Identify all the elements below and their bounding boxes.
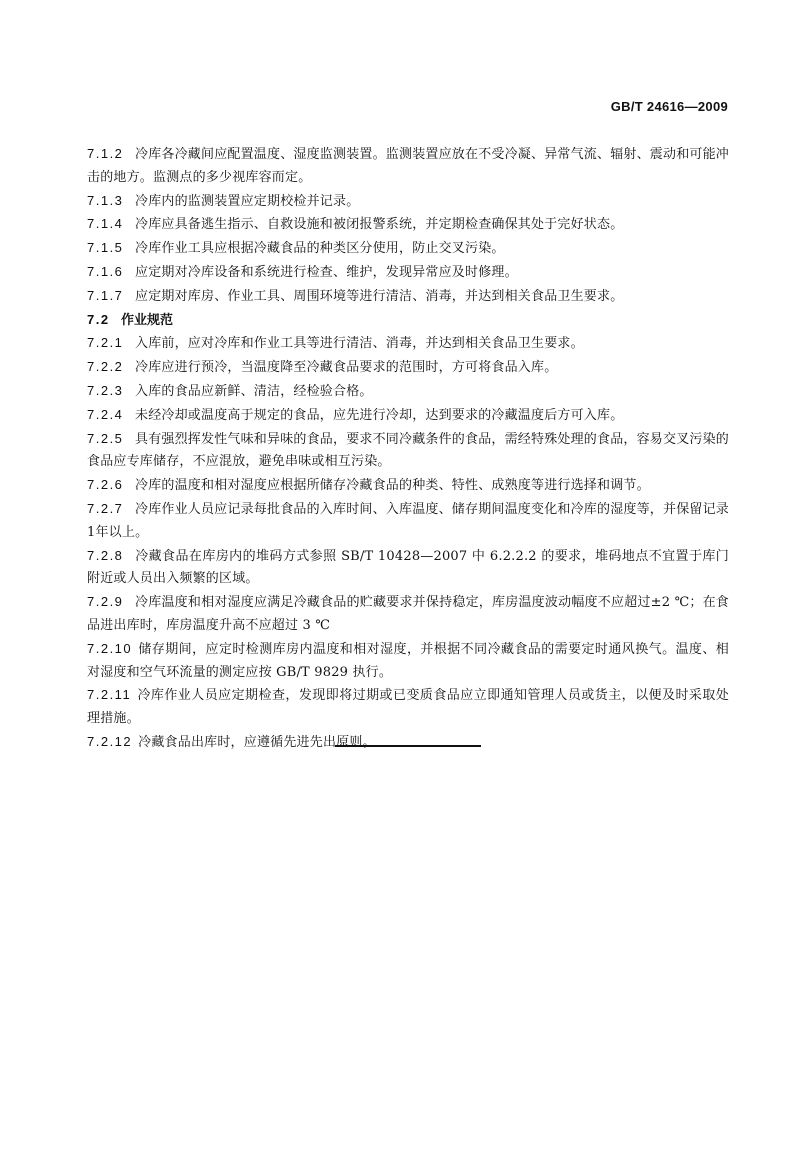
clause-text: 具有强烈挥发性气味和异味的食品，要求不同冷藏条件的食品，需经特殊处理的食品，容易交叉污染的食品应专库储存，不应混放，避免串味或相互污染。 xyxy=(87,431,730,470)
clause-number: 7.2.3 xyxy=(87,382,124,398)
clause-number: 7.1.6 xyxy=(87,263,124,279)
clause-7-2-3 xyxy=(87,380,729,404)
standard-number: GB/T 24616—2009 xyxy=(610,99,728,114)
clause-7-1-6 xyxy=(87,261,729,285)
clause-7-2-7 xyxy=(87,498,729,545)
document-body xyxy=(87,143,729,755)
end-of-document-rule xyxy=(335,745,481,747)
section-number: 7.2 xyxy=(87,311,110,327)
clause-number: 7.2.10 xyxy=(87,640,133,656)
clause-number: 7.2.1 xyxy=(87,335,124,351)
clause-number: 7.2.2 xyxy=(87,359,124,375)
clause-7-2-8 xyxy=(87,545,729,592)
clause-number: 7.1.2 xyxy=(87,146,124,161)
clause-7-1-3 xyxy=(87,190,729,214)
clause-text: 未经冷却或温度高于规定的食品，应先进行冷却，达到要求的冷藏温度后方可入库。 xyxy=(135,407,624,423)
clause-text: 应定期对库房、作业工具、周围环境等进行清洁、消毒，并达到相关食品卫生要求。 xyxy=(135,288,624,304)
clause-7-1-2 xyxy=(87,143,729,190)
clause-number: 7.2.11 xyxy=(87,687,132,703)
clause-number: 7.2.9 xyxy=(87,594,124,610)
clause-number: 7.1.4 xyxy=(87,216,124,232)
clause-number: 7.1.7 xyxy=(87,287,124,303)
clause-text: 储存期间，应定时检测库房内温度和相对湿度，并根据不同冷藏食品的需要定时通风换气。温度、相对湿度和空气环流量的测定应按 GB/T 9829 执行。 xyxy=(87,641,729,680)
clause-number: 7.2.4 xyxy=(87,406,124,422)
clause-text: 冷藏食品在库房内的堆码方式参照 SB/T 10428—2007 中 6.2.2.2 的要求，堆码地点不宜置于库门附近或人员出入频繁的区域。 xyxy=(87,548,729,587)
clause-text: 冷库作业人员应定期检查，发现即将过期或已变质食品应立即通知管理人员或货主，以便及时采取处理措施。 xyxy=(87,688,729,727)
section-title: 作业规范 xyxy=(121,312,174,328)
clause-text: 冷库的温度和相对湿度应根据所储存冷藏食品的种类、特性、成熟度等进行选择和调节。 xyxy=(135,478,650,494)
clause-text: 冷库各冷藏间应配置温度、湿度监测装置。监测装置应放在不受冷凝、异常气流、辐射、震动和可能冲击的地方。监测点的多少视库容而定。 xyxy=(87,147,730,185)
clause-7-2-5 xyxy=(87,428,729,475)
clause-text: 冷库应具备逃生指示、自救设施和被闭报警系统，并定期检查确保其处于完好状态。 xyxy=(135,217,624,233)
clause-7-2-10 xyxy=(87,638,729,685)
clause-text: 冷库应进行预冷，当温度降至冷藏食品要求的范围时，方可将食品入库。 xyxy=(135,360,558,376)
clause-number: 7.2.5 xyxy=(87,430,124,446)
clause-7-1-5 xyxy=(87,237,729,261)
clause-number: 7.1.5 xyxy=(87,240,124,256)
clause-number: 7.1.3 xyxy=(87,192,124,208)
section-heading-7-2 xyxy=(87,309,729,333)
clause-number: 7.2.8 xyxy=(87,547,124,563)
clause-text: 入库的食品应新鲜、清洁，经检验合格。 xyxy=(135,383,373,399)
clause-text: 冷库作业人员应记录每批食品的入库时间、入库温度、储存期间温度变化和冷库的湿度等，并保留记录1年以上。 xyxy=(87,501,730,540)
clause-7-2-4 xyxy=(87,404,729,428)
clause-text: 冷库内的监测装置应定期校检并记录。 xyxy=(135,193,360,209)
clause-number: 7.2.7 xyxy=(87,500,124,516)
clause-text: 入库前，应对冷库和作业工具等进行清洁、消毒，并达到相关食品卫生要求。 xyxy=(135,336,584,352)
clause-number: 7.2.12 xyxy=(87,733,133,749)
clause-7-2-1 xyxy=(87,332,729,356)
clause-7-1-4 xyxy=(87,213,729,237)
clause-7-2-12 xyxy=(87,731,729,755)
clause-7-1-7 xyxy=(87,285,729,309)
clause-7-2-11 xyxy=(87,684,729,731)
clause-text: 冷库作业工具应根据冷藏食品的种类区分使用，防止交叉污染。 xyxy=(135,241,505,257)
clause-7-2-2 xyxy=(87,356,729,380)
clause-text: 应定期对冷库设备和系统进行检查、维护，发现异常应及时修理。 xyxy=(135,264,518,280)
clause-7-2-6 xyxy=(87,474,729,498)
clause-number: 7.2.6 xyxy=(87,477,124,493)
clause-7-2-9 xyxy=(87,591,729,638)
clause-text: 冷库温度和相对湿度应满足冷藏食品的贮藏要求并保持稳定，库房温度波动幅度不应超过±2 ℃；在食品进出库时，库房温度升高不应超过 3 ℃ xyxy=(87,595,729,633)
clause-text: 冷藏食品出库时，应遵循先进先出原则。 xyxy=(138,734,376,750)
